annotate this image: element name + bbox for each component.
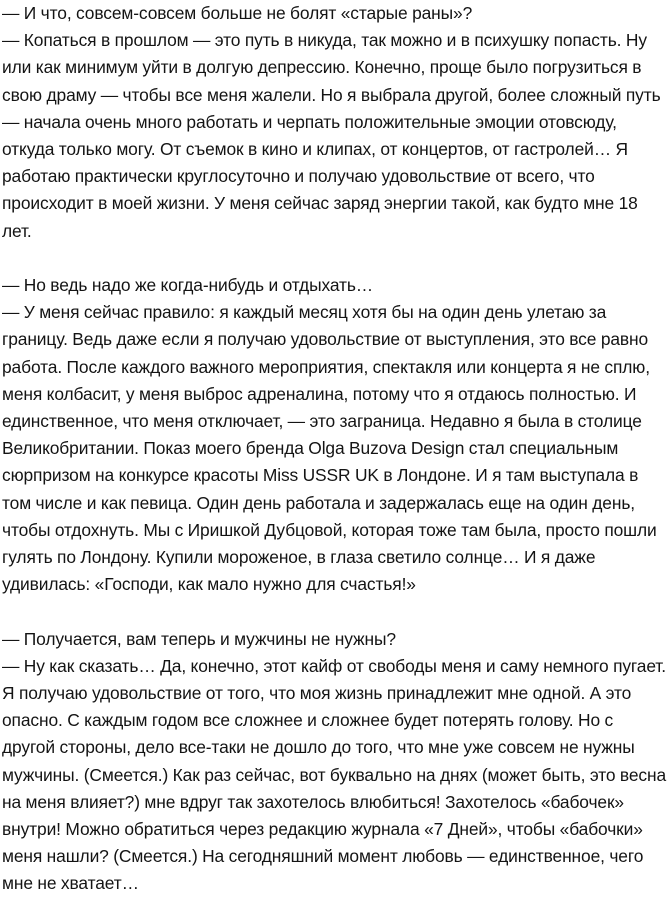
paragraph-answer-2: — У меня сейчас правило: я каждый месяц хотя бы на один день улетаю за границу. Ведь даже если я получаю удовольствие от выступления, это все равно работа. После каждого важного мероприятия, спектакля или концерта я не сплю, меня колбасит, у меня выброс адреналина, потому что я отдаюсь полностью. И единственное, что меня отключает, — это заграница. Недавно я была в столице Великобритании. Показ моего бренда Olga Buzova Design стал специальным сюрпризом на конкурсе красоты Miss USSR UK в Лондоне. И я там выступала в том числе и как певица. Один день работала и задержалась еще на один день, чтобы отдохнуть. Мы с Иришкой Дубцовой, которая тоже там была, просто пошли гулять по Лондону. Купили мороженое, в глаза светило солнце… И я даже удивилась: «Господи, как мало нужно для счастья!» [2, 302, 657, 595]
paragraph-question-3: — Получается, вам теперь и мужчины не нужны? [2, 628, 396, 649]
paragraph-spacer [2, 598, 666, 625]
paragraph-spacer [2, 245, 666, 272]
paragraph-answer-3: — Ну как сказать… Да, конечно, этот кайф от свободы меня и саму немного пугает. Я получаю удовольствие от того, что моя жизнь принадлежит мне одной. А это опасно. С каждым годом все сложнее и сложнее будет потерять голову. Но с другой стороны, дело все-таки не дошло до того, что мне уже совсем не нужны мужчины. (Смеется.) Как раз сейчас, вот буквально на днях (может быть, это весна на меня влияет?) мне вдруг так захотелось влюбиться! Захотелось «бабочек» внутри! Можно обратиться через редакцию журнала «7 Дней», чтобы «бабочки» меня нашли? (Смеется.) На сегодняшний момент любовь — единственное, чего мне не хватает… [2, 655, 666, 894]
paragraph-question-2: — Но ведь надо же когда-нибудь и отдыхать… [2, 275, 374, 296]
paragraph-answer-1: — Копаться в прошлом — это путь в никуда, так можно и в психушку попасть. Ну или как минимум уйти в долгую депрессию. Конечно, проще было погрузиться в свою драму — чтобы все меня жалели. Но я выбрала другой, более сложный путь — начала очень много работать и черпать положительные эмоции отовсюду, откуда только могу. От съемок в кино и клипах, от концертов, от гастролей… Я работаю практически круглосуточно и получаю удовольствие от всего, что происходит в моей жизни. У меня сейчас заряд энергии такой, как будто мне 18 лет. [2, 30, 661, 241]
paragraph-question-1: — И что, совсем-совсем больше не болят «старые раны»? [2, 3, 473, 23]
